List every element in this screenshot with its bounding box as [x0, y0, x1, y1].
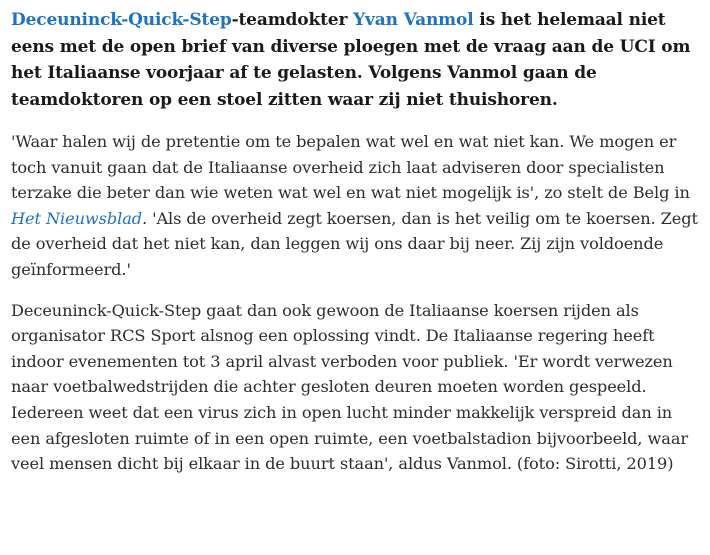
- team-link[interactable]: Deceuninck-Quick-Step: [11, 10, 232, 30]
- lead-text-2: is het helemaal niet eens met de open brief van diverse ploegen met de vraag aan de UCI om het Italiaanse voorjaar af te gelasten. Volgens Vanmol gaan de teamdoktoren op een stoel zitten waar zij niet thuishoren.: [11, 10, 691, 110]
- source-link[interactable]: Het Nieuwsblad: [11, 208, 143, 228]
- article-lead: [11, 7, 703, 113]
- paragraph-2-text: Deceuninck-Quick-Step gaat dan ook gewoon de Italiaanse koersen rijden als organisator RCS Sport alsnog een oplossing vindt. De Italiaanse regering heeft indoor evenementen tot 3 april alvast verboden voor publiek. 'Er wordt verwezen naar voetbalwedstrijden die achter gesloten deuren moeten worden gespeeld. Iedereen weet dat een virus zich in open lucht minder makkelijk verspreid dan in een afgesloten ruimte of in een open ruimte, een voetbalstadion bijvoorbeeld, waar veel mensen dicht bij elkaar in de buurt staan', aldus Vanmol. (foto: Sirotti, 2019): [11, 300, 689, 474]
- person-link[interactable]: Yvan Vanmol: [353, 10, 474, 30]
- lead-text-1: -teamdokter: [231, 10, 354, 30]
- article-body: [11, 7, 703, 492]
- article-paragraph-2: [11, 298, 703, 477]
- paragraph-1-text-2: . 'Als de overheid zegt koersen, dan is het veilig om te koersen. Zegt de overheid dat het niet kan, dan leggen wij ons daar bij neer. Zij zijn voldoende geïnformeerd.': [11, 208, 698, 279]
- article-paragraph-1: [11, 129, 703, 283]
- paragraph-1-text-1: 'Waar halen wij de pretentie om te bepalen wat wel en wat niet kan. We mogen er toch vanuit gaan dat de Italiaanse overheid zich laat adviseren door specialisten terzake die beter dan wie weten wat wel en wat niet mogelijk is', zo stelt de Belg in: [11, 132, 690, 203]
